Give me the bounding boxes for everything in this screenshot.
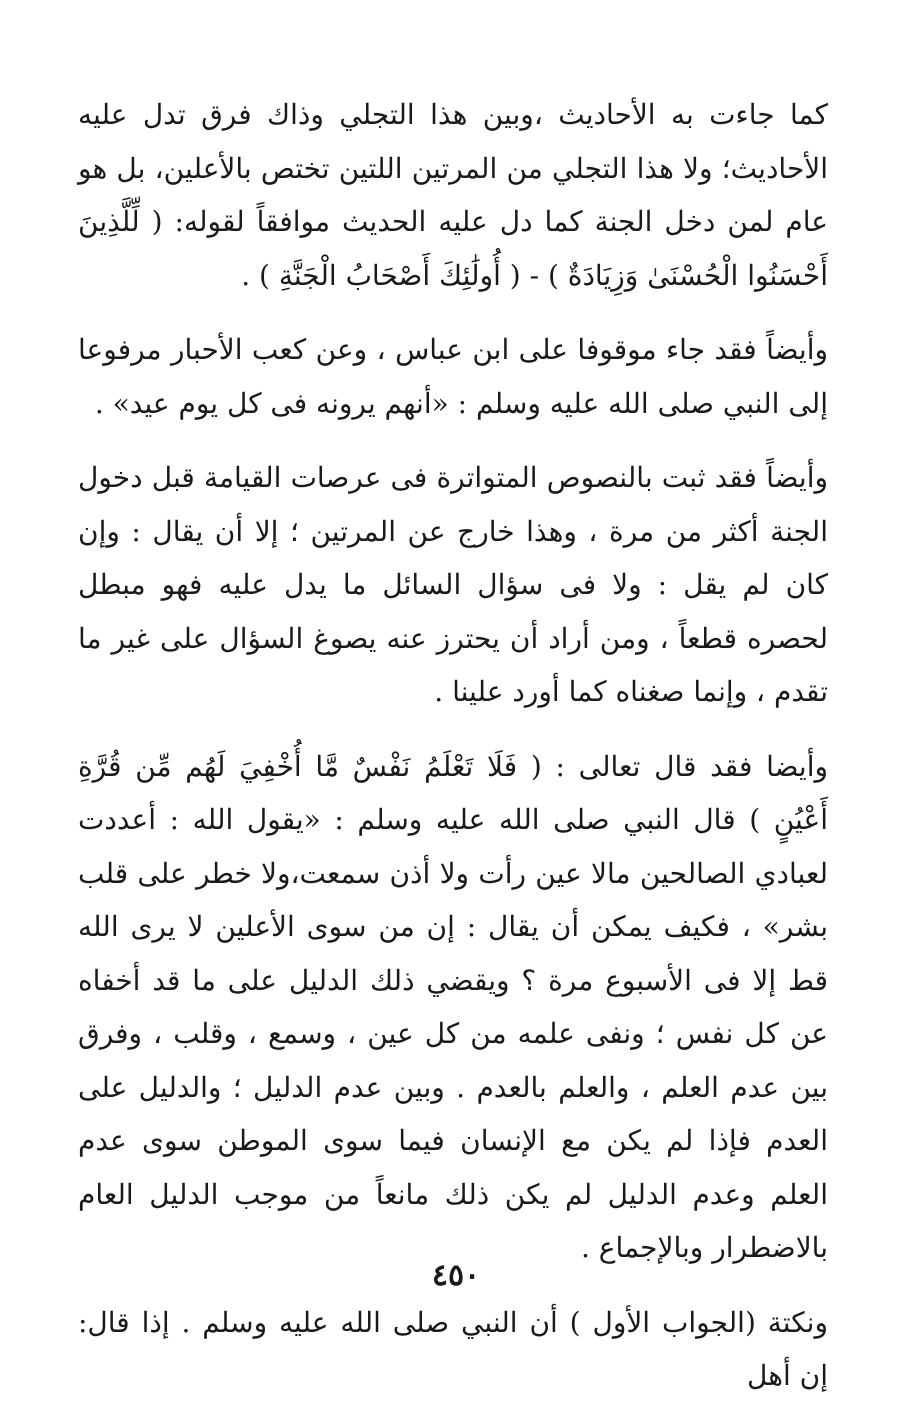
- paragraph-4: وأيضا فقد قال تعالى : ( فَلَا تَعْلَمُ نَفْسٌ مَّا أُخْفِيَ لَهُم مِّن قُرَّةِ أَعْيُنٍ ) قال النبي صلى الله عليه وسلم : «يقول الله : أعددت لعبادي الصالحين مالا عين رأت ولا أذن سمعت،ولا خطر على قلب بشر» ، فكيف يمكن أن يقال : إن من سوى الأعلين لا يرى الله قط إلا فى الأسبوع مرة ؟ ويقضي ذلك الدليل على ما قد أخفاه عن كل نفس ؛ ونفى علمه من كل عين ، وسمع ، وقلب ، وفرق بين عدم العلم ، والعلم بالعدم . وبين عدم الدليل ؛ والدليل على العدم فإذا لم يكن مع الإنسان فيما سوى الموطن سوى عدم العلم وعدم الدليل لم يكن ذلك مانعاً من موجب الدليل العام بالاضطرار وبالإجماع .: [78, 749, 828, 1264]
- page-number: ٤٥٠: [431, 1258, 481, 1293]
- paragraph-2: وأيضاً فقد جاء موقوفا على ابن عباس ، وعن كعب الأحبار مرفوعا إلى النبي صلى الله عليه وسلم : «أنهم يرونه فى كل يوم عيد» .: [78, 333, 828, 420]
- paragraph-5: ونكتة (الجواب الأول ) أن النبي صلى الله عليه وسلم . إذا قال: إن أهل: [78, 1305, 828, 1392]
- page-body: [78, 88, 828, 1424]
- paragraph-1: كما جاءت به الأحاديث ،وبين هذا التجلي وذاك فرق تدل عليه الأحاديث؛ ولا هذا التجلي من المرتين اللتين تختص بالأعلين، بل هو عام لمن دخل الجنة كما دل عليه الحديث موافقاً لقوله: ( لِّلَّذِينَ أَحْسَنُوا الْحُسْنَىٰ وَزِيَادَةٌ ) - ( أُولَٰئِكَ أَصْحَابُ الْجَنَّةِ ) .: [78, 98, 828, 292]
- paragraph-3: وأيضاً فقد ثبت بالنصوص المتواترة فى عرصات القيامة قبل دخول الجنة أكثر من مرة ، وهذا خارج عن المرتين ؛ إلا أن يقال : وإن كان لم يقل : ولا فى سؤال السائل ما يدل عليه فهو مبطل لحصره قطعاً ، ومن أراد أن يحترز عنه يصوغ السؤال على غير ما تقدم ، وإنما صغناه كما أورد علينا .: [78, 461, 828, 708]
